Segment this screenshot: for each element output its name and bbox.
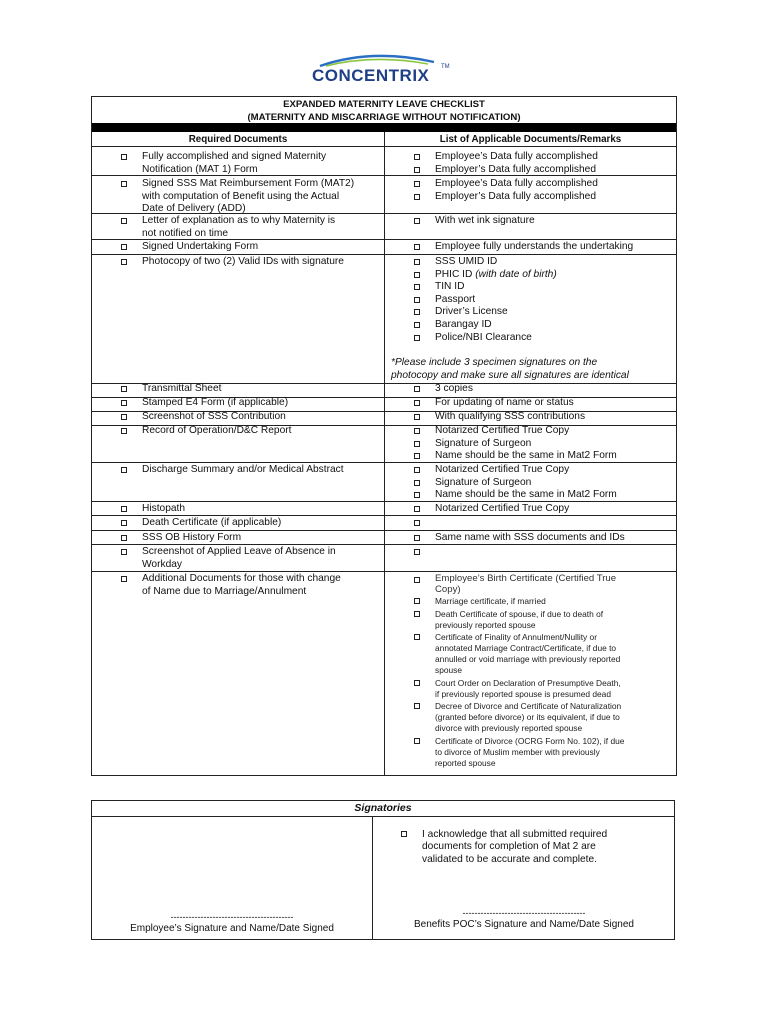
additional-doc-text: Marriage certificate, if married [435, 596, 546, 606]
additional-doc-checkbox[interactable] [414, 634, 420, 640]
remark-checkbox[interactable] [414, 506, 420, 512]
required-doc-checkbox[interactable] [121, 520, 127, 526]
remark-text: Employee’s Data fully accomplished [435, 151, 598, 162]
remark-text: For updating of name or status [435, 397, 574, 408]
remark-checkbox[interactable] [414, 335, 420, 341]
row-divider [92, 146, 676, 147]
required-doc-checkbox[interactable] [121, 386, 127, 392]
remark-checkbox[interactable] [414, 535, 420, 541]
additional-doc-text: divorce with previously reported spouse [435, 723, 583, 733]
employee-signature-line[interactable]: ----------------------------------------- [170, 912, 294, 922]
header-required-documents: Required Documents [188, 134, 288, 145]
additional-doc-text: previously reported spouse [435, 619, 536, 630]
remark-checkbox[interactable] [414, 244, 420, 250]
remark-text: Notarized Certified True Copy [435, 503, 570, 514]
remark-text: Employee fully understands the undertaking [435, 241, 634, 252]
required-doc-text: Signed SSS Mat Reimbursement Form (MAT2) [142, 178, 355, 189]
remark-checkbox[interactable] [414, 480, 420, 486]
remark-text: Notarized Certified True Copy [435, 425, 570, 436]
required-doc-text: Stamped E4 Form (if applicable) [142, 397, 289, 408]
remark-checkbox[interactable] [414, 441, 420, 447]
additional-doc-text: spouse [435, 665, 463, 675]
additional-doc-text: to divorce of Muslim member with previously [435, 746, 600, 757]
remark-text: Employer’s Data fully accomplished [435, 190, 596, 202]
remark-checkbox[interactable] [414, 414, 420, 420]
birth-certificate-text: Copy) [435, 584, 461, 595]
remark-checkbox[interactable] [414, 322, 420, 328]
required-doc-checkbox[interactable] [121, 259, 127, 265]
column-divider [384, 132, 385, 775]
remark-text: Notarized Certified True Copy [435, 464, 570, 475]
remark-text: Driver’s License [435, 306, 508, 318]
remark-checkbox[interactable] [414, 492, 420, 498]
title-line-1: EXPANDED MATERNITY LEAVE CHECKLIST [283, 99, 485, 110]
required-doc-checkbox[interactable] [121, 467, 127, 473]
phic-id-label: PHIC ID [435, 268, 476, 280]
required-doc-text: Record of Operation/D&C Report [142, 425, 292, 436]
required-doc-text: Screenshot of Applied Leave of Absence in [142, 546, 336, 557]
required-doc-text: Notification (MAT 1) Form [142, 163, 258, 175]
remark-text: SSS UMID ID [435, 256, 498, 267]
remark-text: With qualifying SSS contributions [435, 411, 586, 422]
remark-checkbox[interactable] [414, 284, 420, 290]
acknowledge-checkbox[interactable] [401, 831, 407, 837]
additional-doc-text: annulled or void marriage with previously reported [435, 654, 621, 664]
signatories-title: Signatories [354, 802, 412, 814]
logo-trademark: TM [441, 64, 450, 70]
birth-certificate-text: Employee’s Birth Certificate (Certified True [435, 573, 617, 584]
title-line-2: (MATERNITY AND MISCARRIAGE WITHOUT NOTIFICATION) [247, 112, 521, 123]
concentrix-logo [312, 52, 462, 90]
additional-doc-checkbox[interactable] [414, 703, 420, 709]
required-doc-text: not notified on time [142, 227, 229, 239]
phic-id-note: (with date of birth) [475, 268, 557, 280]
required-doc-text: Workday [142, 558, 183, 570]
employee-signature-label: Employee’s Signature and Name/Date Signed [130, 923, 334, 934]
remark-checkbox[interactable] [414, 577, 420, 583]
remark-text: Same name with SSS documents and IDs [435, 532, 625, 543]
remark-checkbox[interactable] [414, 549, 420, 555]
required-doc-text: Death Certificate (if applicable) [142, 517, 282, 528]
additional-doc-checkbox[interactable] [414, 598, 420, 604]
required-doc-text: Additional Documents for those with change [142, 573, 341, 584]
checklist-table [91, 96, 677, 776]
remark-checkbox[interactable] [414, 467, 420, 473]
row-divider [92, 254, 676, 255]
remark-checkbox[interactable] [414, 309, 420, 315]
remark-text: 3 copies [435, 383, 473, 394]
required-doc-text: SSS OB History Form [142, 532, 242, 543]
remark-text: Signature of Surgeon [435, 476, 532, 488]
additional-doc-text: Certificate of Divorce (OCRG Form No. 102), if due [435, 735, 625, 746]
required-doc-checkbox[interactable] [121, 535, 127, 541]
remark-checkbox[interactable] [414, 259, 420, 265]
specimen-signature-note: photocopy and make sure all signatures are identical [391, 369, 629, 381]
required-doc-text: Fully accomplished and signed Maternity [142, 151, 327, 162]
remark-checkbox[interactable] [414, 181, 420, 187]
remark-checkbox[interactable] [414, 400, 420, 406]
remark-checkbox[interactable] [414, 297, 420, 303]
additional-doc-checkbox[interactable] [414, 680, 420, 686]
remark-text: Barangay ID [435, 319, 492, 330]
remark-checkbox[interactable] [414, 272, 420, 278]
additional-doc-checkbox[interactable] [414, 738, 420, 744]
required-doc-text: Discharge Summary and/or Medical Abstract [142, 464, 344, 475]
required-doc-checkbox[interactable] [121, 549, 127, 555]
additional-doc-text: (granted before divorce) or its equivalent, if due to [435, 712, 620, 722]
remark-text: Police/NBI Clearance [435, 331, 532, 343]
remark-checkbox[interactable] [414, 520, 420, 526]
additional-doc-text: annotated Marriage Contract/Certificate, if due to [435, 643, 617, 653]
required-doc-text: Transmittal Sheet [142, 383, 222, 394]
required-doc-checkbox[interactable] [121, 244, 127, 250]
additional-doc-text: Certificate of Finality of Annulment/Nullity or [435, 632, 597, 642]
remark-text: Passport [435, 293, 476, 305]
additional-doc-text: Court Order on Declaration of Presumptive Death, [435, 677, 621, 688]
additional-doc-text: reported spouse [435, 757, 496, 768]
required-doc-checkbox[interactable] [121, 576, 127, 582]
specimen-signature-note: *Please include 3 specimen signatures on the [391, 357, 598, 368]
benefits-poc-signature-line[interactable]: ----------------------------------------- [462, 908, 586, 918]
additional-doc-text: Decree of Divorce and Certificate of Naturalization [435, 701, 622, 711]
remark-checkbox[interactable] [414, 218, 420, 224]
remark-text: Name should be the same in Mat2 Form [435, 450, 617, 462]
required-doc-checkbox[interactable] [121, 218, 127, 224]
remark-text: Employer’s Data fully accomplished [435, 163, 596, 175]
required-doc-text: Screenshot of SSS Contribution [142, 411, 286, 422]
required-doc-checkbox[interactable] [121, 400, 127, 406]
signatories-box [91, 800, 675, 940]
required-doc-text: with computation of Benefit using the Actual [142, 190, 340, 202]
required-doc-checkbox[interactable] [121, 414, 127, 420]
additional-doc-checkbox[interactable] [414, 611, 420, 617]
remark-text: TIN ID [435, 281, 465, 293]
required-doc-text: Signed Undertaking Form [142, 241, 259, 252]
remark-text: Signature of Surgeon [435, 437, 532, 449]
additional-doc-text: if previously reported spouse is presumed dead [435, 688, 611, 699]
header-applicable-documents: List of Applicable Documents/Remarks [439, 134, 622, 145]
remark-checkbox[interactable] [414, 453, 420, 459]
header-divider-bar [92, 123, 676, 132]
signatories-divider [92, 816, 674, 817]
logo-text: CONCENTRIX [312, 66, 430, 85]
remark-text: Employee’s Data fully accomplished [435, 178, 598, 189]
remark-text: With wet ink signature [435, 215, 535, 226]
remark-text: Name should be the same in Mat2 Form [435, 489, 617, 501]
remark-checkbox[interactable] [414, 194, 420, 200]
acknowledge-text: I acknowledge that all submitted required documents for completion of Mat 2 are validated to be accurate and complete. [422, 829, 608, 865]
row-divider [92, 530, 676, 531]
required-doc-checkbox[interactable] [121, 154, 127, 160]
required-doc-text: Letter of explanation as to why Maternity is [142, 215, 336, 226]
required-doc-text: of Name due to Marriage/Annulment [142, 585, 307, 597]
remark-checkbox[interactable] [414, 154, 420, 160]
benefits-poc-signature-label: Benefits POC’s Signature and Name/Date Signed [414, 919, 634, 930]
required-doc-text: Histopath [142, 503, 186, 514]
remark-checkbox[interactable] [414, 167, 420, 173]
remark-checkbox[interactable] [414, 428, 420, 434]
remark-checkbox[interactable] [414, 386, 420, 392]
required-doc-text: Photocopy of two (2) Valid IDs with signature [142, 256, 344, 267]
required-doc-checkbox[interactable] [121, 506, 127, 512]
remark-text [435, 269, 557, 282]
required-doc-checkbox[interactable] [121, 181, 127, 187]
additional-doc-text: Death Certificate of spouse, if due to death of [435, 608, 604, 619]
required-doc-text: Date of Delivery (ADD) [142, 203, 246, 215]
required-doc-checkbox[interactable] [121, 428, 127, 434]
checklist-title [92, 97, 676, 124]
